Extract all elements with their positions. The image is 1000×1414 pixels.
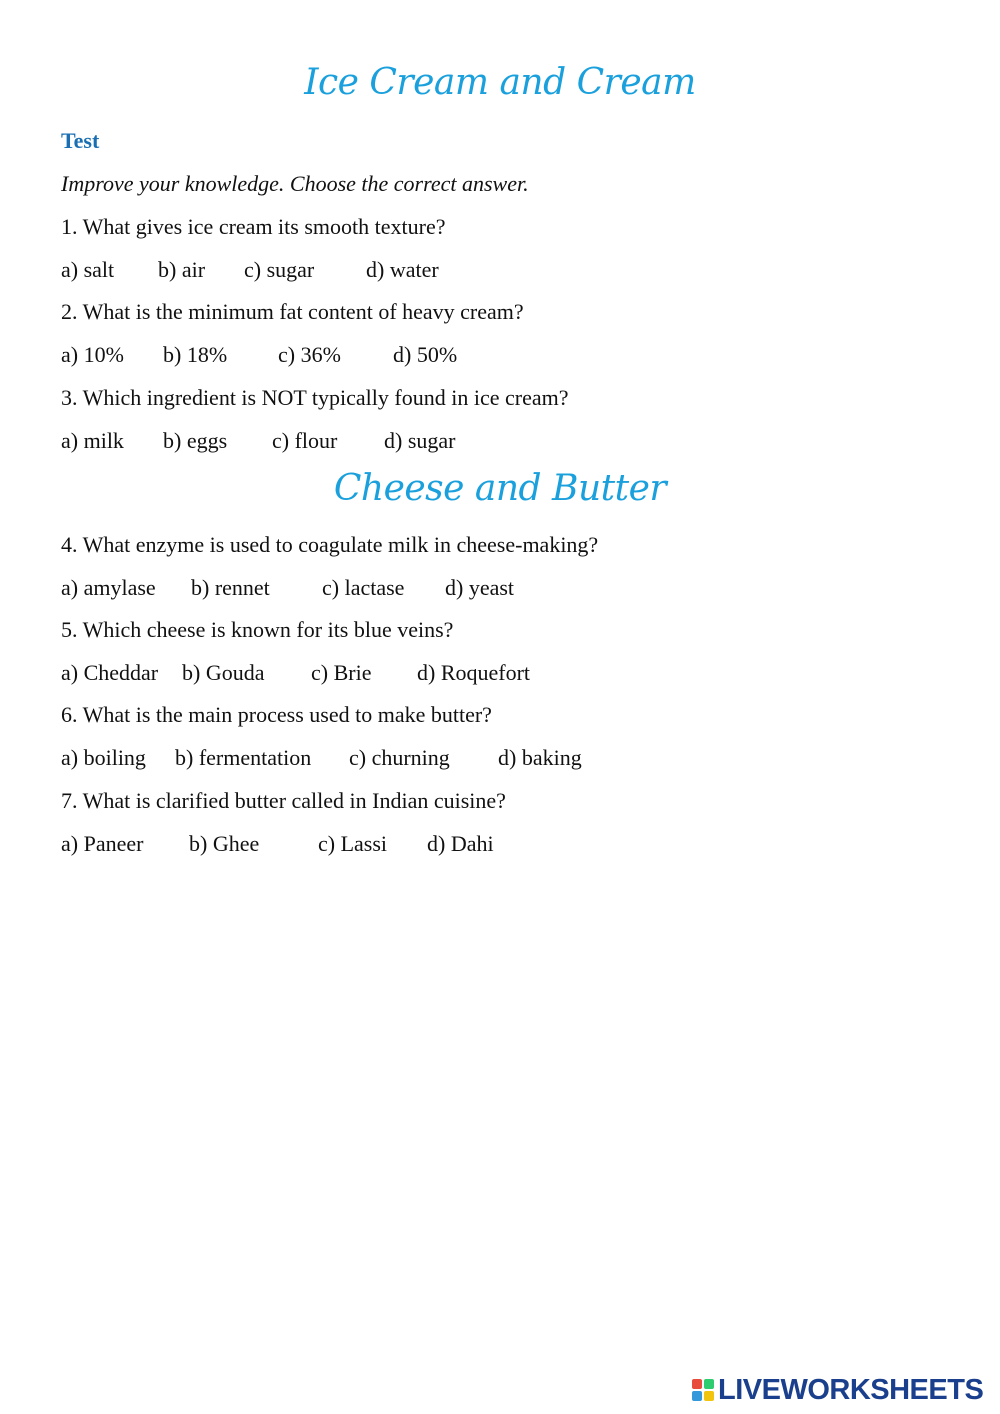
option-2a[interactable]: a) 10%: [61, 342, 124, 367]
option-5d[interactable]: d) Roquefort: [417, 660, 531, 685]
liveworksheets-logo[interactable]: [692, 1374, 992, 1406]
logo-square-icon: [704, 1391, 714, 1401]
option-5c[interactable]: c) Brie: [311, 660, 372, 685]
option-4b[interactable]: b) rennet: [191, 575, 270, 600]
option-4c[interactable]: c) lactase: [322, 575, 405, 600]
option-3c[interactable]: c) flour: [272, 428, 338, 453]
option-3a[interactable]: a) milk: [61, 428, 124, 453]
question-4: 4. What enzyme is used to coagulate milk in cheese-making?: [61, 532, 599, 557]
options-1: [61, 257, 761, 285]
option-6d[interactable]: d) baking: [498, 745, 582, 770]
option-2c[interactable]: c) 36%: [278, 342, 341, 367]
options-6: [61, 745, 761, 773]
option-5a[interactable]: a) Cheddar: [61, 660, 159, 685]
option-3b[interactable]: b) eggs: [163, 428, 228, 453]
section-title-ice-cream: Ice Cream and Cream: [304, 62, 696, 103]
question-7: 7. What is clarified butter called in Indian cuisine?: [61, 788, 506, 813]
question-6: 6. What is the main process used to make butter?: [61, 702, 492, 727]
question-5: 5. Which cheese is known for its blue veins?: [61, 617, 454, 642]
option-1d[interactable]: d) water: [366, 257, 439, 282]
option-5b[interactable]: b) Gouda: [182, 660, 265, 685]
option-7a[interactable]: a) Paneer: [61, 831, 144, 856]
logo-text: LIVEWORKSHEETS: [718, 1374, 984, 1406]
logo-square-icon: [692, 1379, 702, 1389]
question-2: 2. What is the minimum fat content of heavy cream?: [61, 299, 524, 324]
options-3: [61, 428, 761, 456]
options-4: [61, 575, 761, 603]
option-1b[interactable]: b) air: [158, 257, 206, 282]
option-1c[interactable]: c) sugar: [244, 257, 315, 282]
option-6a[interactable]: a) boiling: [61, 745, 146, 770]
options-7: [61, 831, 761, 859]
logo-square-icon: [704, 1379, 714, 1389]
option-1a[interactable]: a) salt: [61, 257, 115, 282]
logo-grid-icon: [692, 1379, 714, 1401]
instruction-text: Improve your knowledge. Choose the correct answer.: [61, 171, 529, 196]
option-2b[interactable]: b) 18%: [163, 342, 228, 367]
option-7c[interactable]: c) Lassi: [318, 831, 388, 856]
option-4a[interactable]: a) amylase: [61, 575, 156, 600]
options-2: [61, 342, 761, 370]
question-3: 3. Which ingredient is NOT typically found in ice cream?: [61, 385, 569, 410]
options-5: [61, 660, 761, 688]
option-7b[interactable]: b) Ghee: [189, 831, 260, 856]
option-3d[interactable]: d) sugar: [384, 428, 456, 453]
section-title-cheese-butter: Cheese and Butter: [333, 468, 667, 509]
option-6c[interactable]: c) churning: [349, 745, 450, 770]
logo-square-icon: [692, 1391, 702, 1401]
test-subhead: Test: [61, 128, 100, 153]
question-1: 1. What gives ice cream its smooth texture?: [61, 214, 446, 239]
option-6b[interactable]: b) fermentation: [175, 745, 312, 770]
option-2d[interactable]: d) 50%: [393, 342, 458, 367]
option-7d[interactable]: d) Dahi: [427, 831, 494, 856]
option-4d[interactable]: d) yeast: [445, 575, 515, 600]
